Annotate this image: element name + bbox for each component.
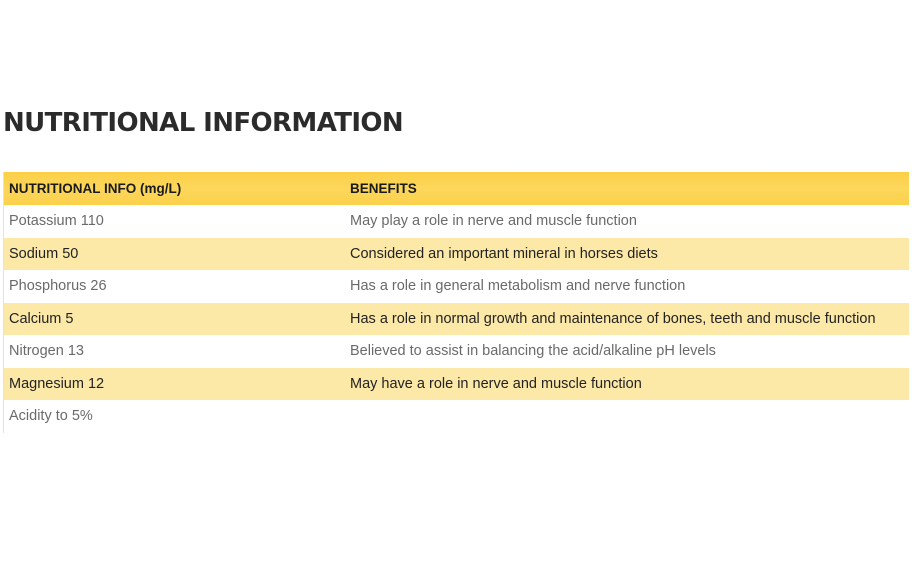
benefit-cell: May play a role in nerve and muscle function (350, 213, 637, 230)
benefit-cell: Has a role in general metabolism and nerve function (350, 278, 686, 295)
column-header-benefits: BENEFITS (350, 181, 417, 196)
table-row (4, 400, 909, 433)
table-row (4, 335, 909, 368)
table-row (4, 368, 909, 401)
page-title: NUTRITIONAL INFORMATION (3, 108, 404, 138)
table-row (4, 205, 909, 238)
nutrient-cell: Phosphorus 26 (9, 278, 107, 295)
nutrient-cell: Magnesium 12 (9, 375, 105, 392)
benefit-cell: Considered an important mineral in horses diets (350, 245, 658, 262)
benefit-cell: May have a role in nerve and muscle function (350, 375, 642, 392)
benefit-cell: Believed to assist in balancing the acid/alkaline pH levels (350, 343, 716, 360)
benefit-cell: Has a role in normal growth and maintenance of bones, teeth and muscle function (350, 310, 876, 327)
table-header-row (4, 172, 909, 205)
nutrient-cell: Potassium 110 (9, 213, 104, 230)
nutrient-cell: Acidity to 5% (9, 408, 93, 425)
nutrient-cell: Sodium 50 (9, 245, 79, 262)
table-row (4, 270, 909, 303)
table-row (4, 303, 909, 336)
table-row (4, 238, 909, 271)
column-header-nutritional-info: NUTRITIONAL INFO (mg/L) (9, 181, 182, 196)
nutrition-table (3, 172, 909, 433)
nutrient-cell: Calcium 5 (9, 310, 74, 327)
nutrient-cell: Nitrogen 13 (9, 343, 84, 360)
